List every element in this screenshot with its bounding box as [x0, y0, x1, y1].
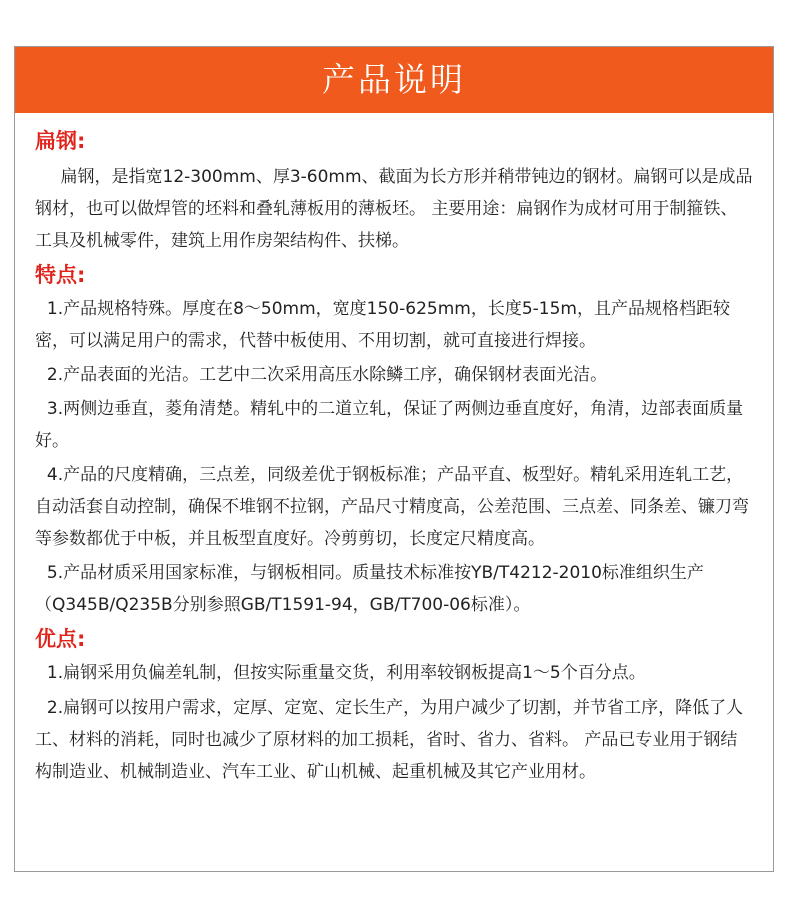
advantage-item: 2.扁钢可以按用户需求，定厚、定宽、定长生产，为用户减少了切割，并节省工序，降低了人工、材料的消耗，同时也减少了原材料的加工损耗，省时、省力、省料。 产品已专业用于钢结构制造业、机械制造业、汽车工业、矿山机械、起重机械及其它产业用材。 [35, 698, 744, 782]
flat-steel-definition: 扁钢，是指宽12-300mm、厚3-60mm、截面为长方形并稍带钝边的钢材。扁钢可以是成品钢材，也可以做焊管的坯料和叠轧薄板用的薄板坯。 主要用途：扁钢作为成材可用于制箍铁、工具及机械零件，建筑上用作房架结构件、扶梯。 [35, 167, 753, 251]
advantages-list [35, 657, 753, 788]
product-description-panel [14, 46, 774, 872]
advantages-heading: 优点: [35, 627, 86, 651]
advantage-item: 1.扁钢采用负偏差轧制，但按实际重量交货，利用率较钢板提高1～5个百分点。 [46, 663, 646, 683]
banner-title: 产品说明 [15, 47, 773, 113]
feature-item: 4.产品的尺度精确，三点差，同级差优于钢板标准；产品平直、板型好。精轧采用连轧工艺，自动活套自动控制，确保不堆钢不拉钢，产品尺寸精度高，公差范围、三点差、同条差、镰刀弯等参数都优于中板，并且板型直度好。冷剪剪切，长度定尺精度高。 [35, 465, 749, 549]
feature-item: 1.产品规格特殊。厚度在8～50mm，宽度150-625mm，长度5-15m，且产品规格档距较密，可以满足用户的需求，代替中板使用、不用切割，就可直接进行焊接。 [35, 299, 730, 351]
feature-item: 5.产品材质采用国家标准，与钢板相同。质量技术标准按YB/T4212-2010标准组织生产（Q345B/Q235B分别参照GB/T1591-94，GB/T700-06标准）。 [35, 563, 704, 615]
feature-item: 2.产品表面的光洁。工艺中二次采用高压水除鳞工序，确保钢材表面光洁。 [46, 365, 608, 385]
description-content [15, 113, 773, 791]
feature-item: 3.两侧边垂直，菱角清楚。精轧中的二道立轧，保证了两侧边垂直度好，角清，边部表面质量好。 [35, 399, 744, 451]
features-heading: 特点: [35, 263, 86, 287]
flat-steel-heading: 扁钢: [35, 129, 86, 153]
features-list [35, 293, 753, 621]
